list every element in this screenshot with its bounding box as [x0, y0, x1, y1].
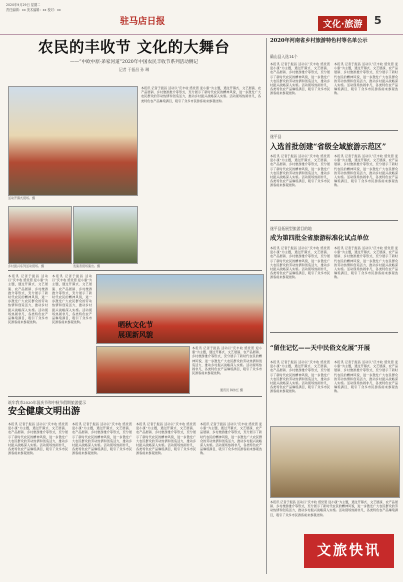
- photo-credit: 通讯员 韩伟红 摄: [220, 388, 243, 392]
- right2-title: 成为第四批全省旅游标准化试点单位: [270, 235, 369, 242]
- exhibition-caption: 本报讯 记者于振昌 活动以“庆丰收 感党恩 迎小康”为主题，通过开幕式、文艺展演、农产品展销、乡村旅游推介等形式，充分展示了新时代农民的精神风貌，进一步激发广大农民群众的劳动热情和创造活力，推动乡村振兴战略深入实施。活动现场热闹非凡，各类特色农产品琳琅满目，吸引了众多市民游客前来参观选购。: [270, 500, 398, 517]
- harvest-photo-2: [96, 346, 190, 394]
- right1-kicker: 遂平县: [270, 134, 282, 139]
- bottom-column-4: 本报讯 记者于振昌 活动以“庆丰收 感党恩 迎小康”为主题，通过开幕式、文艺展演、农产品展销、乡村旅游推介等形式，充分展示了新时代农民的精神风貌，进一步激发广大农民群众的劳动热情和创造活力，推动乡村振兴战略深入实施。活动现场热闹非凡，各类特色农产品琳琅满目，吸引了众多市民游客前来参观选购。: [200, 422, 262, 456]
- newspaper-logo: 驻马店日报: [120, 17, 166, 27]
- bottom-column-2: 本报讯 记者于振昌 活动以“庆丰收 感党恩 迎小康”为主题，通过开幕式、文艺展演、农产品展销、乡村旅游推介等形式，充分展示了新时代农民的精神风貌，进一步激发广大农民群众的劳动热情和创造活力，推动乡村振兴战略深入实施。活动现场热闹非凡，各类特色农产品琳琅满目，吸引了众多市民游客前来参观选购。: [72, 422, 132, 456]
- right2-col-2: 本报讯 记者于振昌 活动以“庆丰收 感党恩 迎小康”为主题，通过开幕式、文艺展演、农产品展销、乡村旅游推介等形式，充分展示了新时代农民的精神风貌，进一步激发广大农民群众的劳动热情和创造活力，推动乡村振兴战略深入实施。活动现场热闹非凡，各类特色农产品琳琅满目，吸引了众多市民游客前来参观选购。: [334, 246, 398, 280]
- lead-subtitle: ——“中欧中原·弟家河道”2020年中国农民丰收节系列活动侧记: [69, 60, 199, 65]
- bottom-kicker: 筑牢我市2020年国庆节和中秋节假期旅游提示: [8, 400, 87, 405]
- section-label: 文化·旅游: [318, 16, 367, 31]
- bottom-title: 安全健康文明出游: [8, 407, 81, 417]
- divider: [270, 332, 398, 333]
- right1-col-1: 本报讯 记者于振昌 活动以“庆丰收 感党恩 迎小康”为主题，通过开幕式、文艺展演、农产品展销、乡村旅游推介等形式，充分展示了新时代农民的精神风貌，进一步激发广大农民群众的劳动热情和创造活力，推动乡村振兴战略深入实施。活动现场热闹非凡，各类特色农产品琳琅满目，吸引了众多市民游客前来参观选购。: [270, 62, 330, 96]
- lead-caption-3: 表演者现场演出。摄: [73, 264, 101, 268]
- lead-body-text: 本报讯 记者于振昌 活动以“庆丰收 感党恩 迎小康”为主题，通过开幕式、文艺展演、农产品展销、乡村旅游推介等形式，充分展示了新时代农民的精神风貌，进一步激发广大农民群众的劳动热情和创造活力，推动乡村振兴战略深入实施。活动现场热闹非凡，各类特色农产品琳琅满目，吸引了众多市民游客前来参观选购。: [141, 86, 261, 103]
- right2-kicker: 遂平县拓展型旅游目的地: [270, 226, 312, 231]
- divider: [8, 396, 262, 397]
- harvest-photo-title: 晒秋文化节: [118, 320, 153, 329]
- divider: [270, 130, 398, 131]
- right1-title-2: 入选首批创建“省级全域旅游示范区”: [270, 142, 387, 151]
- edition-info: 责任编辑：xx 美术编辑：xx 校对：xx: [6, 8, 61, 12]
- divider: [8, 270, 262, 271]
- page-header: [0, 0, 403, 35]
- article-column-1: 本报讯 记者于振昌 活动以“庆丰收 感党恩 迎小康”为主题，通过开幕式、文艺展演、农产品展销、乡村旅游推介等形式，充分展示了新时代农民的精神风貌，进一步激发广大农民群众的劳动热情和创造活力，推动乡村振兴战略深入实施。活动现场热闹非凡，各类特色农产品琳琅满目，吸引了众多市民游客前来参观选购。: [8, 274, 48, 325]
- right1-title: 2020年河南省乡村旅游特色村等名单公示: [270, 38, 368, 44]
- harvest-caption-text: 本报讯 记者于振昌 活动以“庆丰收 感党恩 迎小康”为主题，通过开幕式、文艺展演、农产品展销、乡村旅游推介等形式，充分展示了新时代农民的精神风貌，进一步激发广大农民群众的劳动热情和创造活力，推动乡村振兴战略深入实施。活动现场热闹非凡，各类特色农产品琳琅满目，吸引了众多市民游客前来参观选购。: [192, 346, 262, 376]
- exhibition-photo: [270, 426, 400, 498]
- right1-col-2: 本报讯 记者于振昌 活动以“庆丰收 感党恩 迎小康”为主题，通过开幕式、文艺展演、农产品展销、乡村旅游推介等形式，充分展示了新时代农民的精神风貌，进一步激发广大农民群众的劳动热情和创造活力，推动乡村振兴战略深入实施。活动现场热闹非凡，各类特色农产品琳琅满目，吸引了众多市民游客前来参观选购。: [334, 62, 398, 96]
- lead-photo-2: [8, 206, 72, 264]
- right3-col-1: 本报讯 记者于振昌 活动以“庆丰收 感党恩 迎小康”为主题，通过开幕式、文艺展演、农产品展销、乡村旅游推介等形式，充分展示了新时代农民的精神风貌，进一步激发广大农民群众的劳动热情和创造活力，推动乡村振兴战略深入实施。活动现场热闹非凡，各类特色农产品琳琅满目，吸引了众多市民游客前来参观选购。: [270, 360, 330, 394]
- divider: [270, 220, 398, 221]
- bottom-column-3: 本报讯 记者于振昌 活动以“庆丰收 感党恩 迎小康”为主题，通过开幕式、文艺展演、农产品展销、乡村旅游推介等形式，充分展示了新时代农民的精神风貌，进一步激发广大农民群众的劳动热情和创造活力，推动乡村振兴战略深入实施。活动现场热闹非凡，各类特色农产品琳琅满目，吸引了众多市民游客前来参观选购。: [136, 422, 196, 456]
- article-column-2: 本报讯 记者于振昌 活动以“庆丰收 感党恩 迎小康”为主题，通过开幕式、文艺展演、农产品展销、乡村旅游推介等形式，充分展示了新时代农民的精神风貌，进一步激发广大农民群众的劳动热情和创造活力，推动乡村振兴战略深入实施。活动现场热闹非凡，各类特色农产品琳琅满目，吸引了众多市民游客前来参观选购。: [52, 274, 92, 325]
- lead-title: 农民的丰收节 文化的大舞台: [38, 38, 230, 56]
- right1-col-3: 本报讯 记者于振昌 活动以“庆丰收 感党恩 迎小康”为主题，通过开幕式、文艺展演、农产品展销、乡村旅游推介等形式，充分展示了新时代农民的精神风貌，进一步激发广大农民群众的劳动热情和创造活力，推动乡村振兴战略深入实施。活动现场热闹非凡，各类特色农产品琳琅满目，吸引了众多市民游客前来参观选购。: [270, 154, 330, 188]
- column-rule: [266, 38, 267, 574]
- lead-photo-1: [8, 86, 138, 196]
- page-number: 5: [374, 14, 382, 27]
- right2-col-1: 本报讯 记者于振昌 活动以“庆丰收 感党恩 迎小康”为主题，通过开幕式、文艺展演、农产品展销、乡村旅游推介等形式，充分展示了新时代农民的精神风貌，进一步激发广大农民群众的劳动热情和创造活力，推动乡村振兴战略深入实施。活动现场热闹非凡，各类特色农产品琳琅满目，吸引了众多市民游客前来参观选购。: [270, 246, 330, 280]
- lead-headline-block: [8, 38, 260, 73]
- right3-col-2: 本报讯 记者于振昌 活动以“庆丰收 感党恩 迎小康”为主题，通过开幕式、文艺展演、农产品展销、乡村旅游推介等形式，充分展示了新时代农民的精神风貌，进一步激发广大农民群众的劳动热情和创造活力，推动乡村振兴战略深入实施。活动现场热闹非凡，各类特色农产品琳琅满目，吸引了众多市民游客前来参观选购。: [334, 360, 398, 394]
- lead-caption-2: 乡村振兴系列活动现场。摄: [8, 264, 45, 268]
- lead-photo-3: [73, 206, 138, 264]
- issue-date: 2020年9月29日 星期二: [6, 3, 41, 7]
- bottom-column-1: 本报讯 记者于振昌 活动以“庆丰收 感党恩 迎小康”为主题，通过开幕式、文艺展演、农产品展销、乡村旅游推介等形式，充分展示了新时代农民的精神风貌，进一步激发广大农民群众的劳动热情和创造活力，推动乡村振兴战略深入实施。活动现场热闹非凡，各类特色农产品琳琅满目，吸引了众多市民游客前来参观选购。: [8, 422, 68, 456]
- harvest-photo-title-2: 展现新风貌: [118, 330, 153, 339]
- lead-caption-1: 活动开幕式现场。摄: [8, 196, 36, 200]
- right1-sub: 确山县入选14个: [270, 54, 298, 59]
- news-flash-badge: 文旅快讯: [304, 534, 394, 568]
- right1-col-4: 本报讯 记者于振昌 活动以“庆丰收 感党恩 迎小康”为主题，通过开幕式、文艺展演、农产品展销、乡村旅游推介等形式，充分展示了新时代农民的精神风貌，进一步激发广大农民群众的劳动热情和创造活力，推动乡村振兴战略深入实施。活动现场热闹非凡，各类特色农产品琳琅满目，吸引了众多市民游客前来参观选购。: [334, 154, 398, 188]
- right3-title: “留住记忆——天中民俗文化展”开展: [270, 345, 370, 352]
- lead-byline: 记者 于振昌 孙 琳: [118, 67, 150, 72]
